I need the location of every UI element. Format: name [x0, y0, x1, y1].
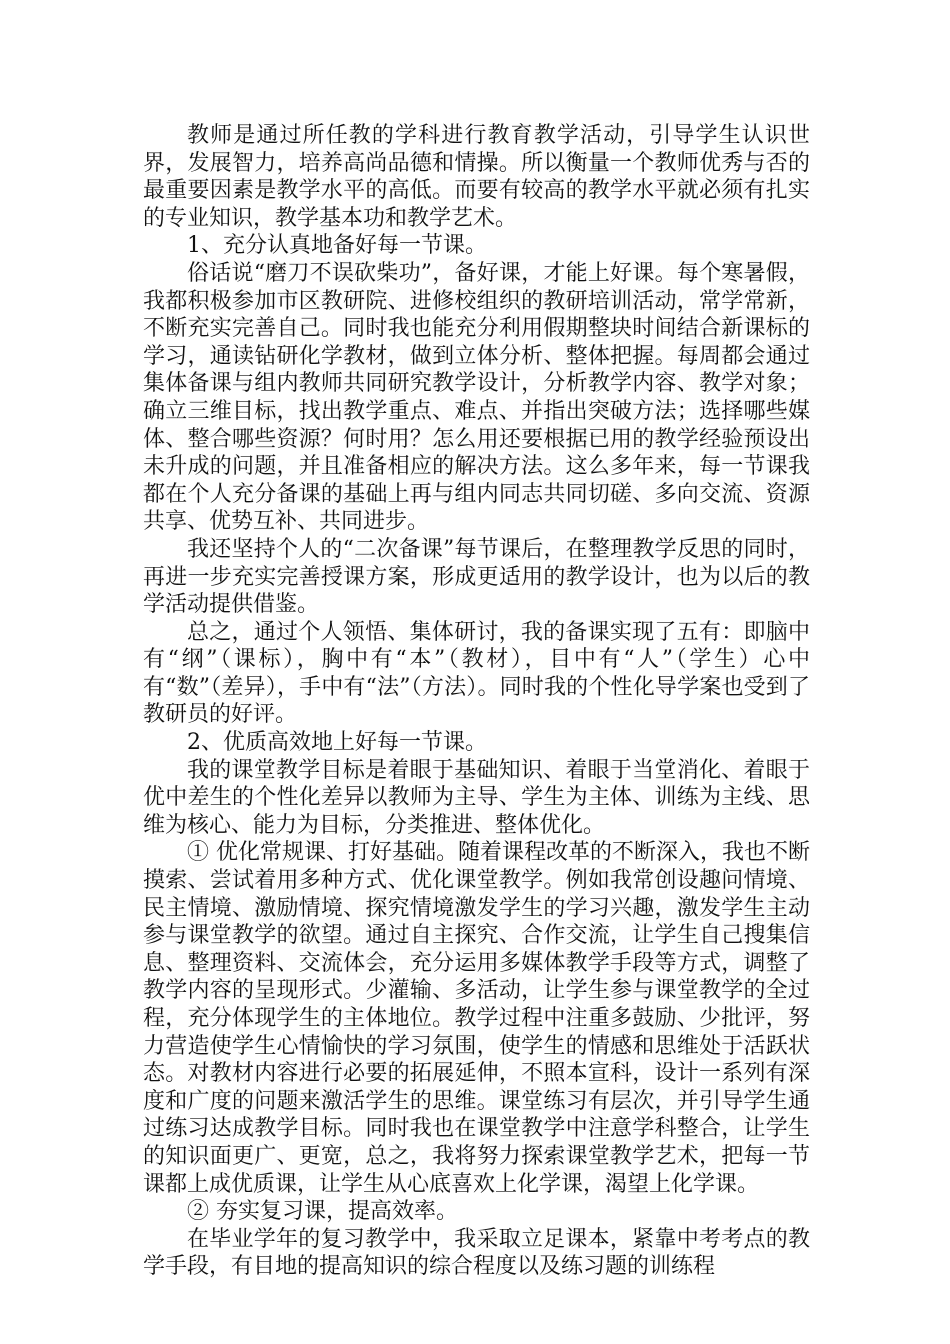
paragraph-lesson-preparation: 俗话说“磨刀不误砍柴功”，备好课，才能上好课。每个寒暑假，我都积极参加市区教研院、进修校组织的教研培训活动，常学常新，不断充实完善自己。同时我也能充分利用假期整块时间结合新课标的学习，通读钻研化学教材，做到立体分析、整体把握。每周都会通过集体备课与组内教师共同研究教学设计，分析教学内容、教学对象；确立三维目标，找出教学重点、难点、并指出突破方法；选择哪些媒体、整合哪些资源？何时用？怎么用还要根据已用的教学经验预设出未升成的问题，并且准备相应的解决方法。这么多年来，每一节课我都在个人充分备课的基础上再与组内同志共同切磋、多向交流、资源共享、优势互补、共同进步。 [143, 260, 810, 535]
heading-teaching-quality: 2、优质高效地上好每一节课。 [187, 730, 487, 756]
paragraph-intro: 教师是通过所任教的学科进行教育教学活动，引导学生认识世界，发展智力，培养高尚品德和情操。所以衡量一个教师优秀与否的最重要因素是教学水平的高低。而要有较高的教学水平就必须有扎实的专业知识，教学基本功和教学艺术。 [143, 123, 810, 231]
paragraph-teaching-goals: 我的课堂教学目标是着眼于基础知识、着眼于当堂消化、着眼于优中差生的个性化差异以教师为主导、学生为主体、训练为主线、思维为核心、能力为目标，分类推进、整体优化。 [143, 757, 810, 838]
document-body [143, 122, 810, 1281]
paragraph-review-teaching: 在毕业学年的复习教学中，我采取立足课本，紧靠中考考点的教学手段，有目地的提高知识的综合程度以及练习题的训练程 [143, 1226, 810, 1280]
heading-review-lessons: ② 夯实复习课，提高效率。 [187, 1199, 458, 1225]
paragraph-preparation-summary: 总之，通过个人领悟、集体研讨，我的备课实现了五有：即脑中有“纲”（课标），胸中有“本”（教材），目中有“人”（学生）心中有“数”（差异），手中有“法”（方法）。同时我的个性化导学案也受到了教研员的好评。 [143, 619, 811, 728]
heading-lesson-preparation: 1、充分认真地备好每一节课。 [187, 233, 487, 259]
paragraph-second-preparation: 我还坚持个人的“二次备课”每节课后，在整理教学反思的同时，再进一步充实完善授课方案，形成更适用的教学设计，也为以后的教学活动提供借鉴。 [143, 536, 810, 618]
paragraph-regular-lessons: ① 优化常规课、打好基础。随着课程改革的不断深入，我也不断摸索、尝试着用多种方式、优化课堂教学。例如我常创设趣问情境、民主情境、激励情境、探究情境激发学生的学习兴趣，激发学生主动参与课堂教学的欲望。通过自主探究、合作交流，让学生自己搜集信息、整理资料、交流体会，充分运用多媒体教学手段等方式，调整了教学内容的呈现形式。少灌输、多活动，让学生参与课堂教学的全过程，充分体现学生的主体地位。教学过程中注重多鼓励、少批评，努力营造使学生心情愉快的学习氛围，使学生的情感和思维处于活跃状态。对教材内容进行必要的拓展延伸，不照本宣科，设计一系列有深度和广度的问题来激活学生的思维。课堂练习有层次，并引导学生通过练习达成教学目标。同时我也在课堂教学中注意学科整合，让学生的知识面更广、更宽，总之，我将努力探索课堂教学艺术，把每一节课都上成优质课，让学生从心底喜欢上化学课，渴望上化学课。 [143, 840, 810, 1197]
